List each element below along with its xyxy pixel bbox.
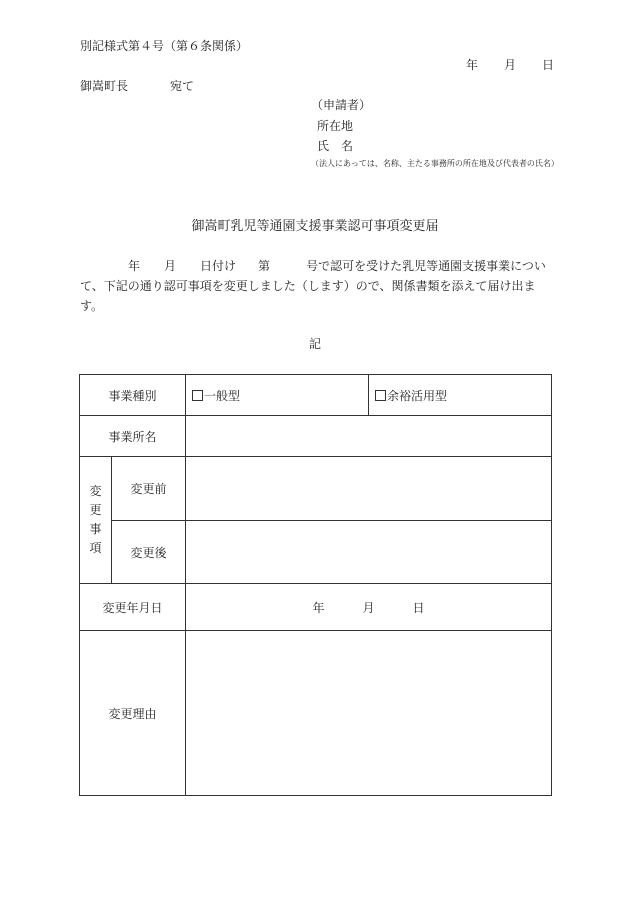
addressee [80, 80, 194, 92]
date-day: 日 [542, 58, 555, 72]
change-after-field[interactable] [186, 521, 552, 584]
option-general-label: 一般型 [204, 388, 241, 403]
change-after-label: 変更後 [112, 521, 186, 584]
checkbox-general[interactable] [192, 390, 203, 401]
change-reason-label: 変更理由 [80, 631, 186, 796]
change-reason-field[interactable] [186, 631, 552, 796]
option-surplus-label: 余裕活用型 [387, 388, 448, 403]
change-date-row [80, 584, 552, 631]
option-surplus-cell[interactable] [369, 375, 552, 416]
applicant-address-label: 所在地 [317, 119, 354, 133]
submission-date [466, 59, 554, 71]
body-no-prefix: 第 [258, 259, 271, 273]
applicant-note: （法人にあっては、名称、主たる事務所の所在地及び代表者の氏名） [311, 159, 559, 168]
business-type-label: 事業種別 [80, 375, 186, 416]
applicant-heading: （申請者） [311, 98, 372, 112]
change-before-row [80, 457, 552, 521]
document-title: 御嵩町乳児等通園支援事業認可事項変更届 [191, 219, 439, 234]
change-before-label: 変更前 [112, 457, 186, 521]
change-date-label: 変更年月日 [80, 584, 186, 631]
body-dated: 日付け [200, 259, 237, 273]
change-date-year: 年 [312, 600, 325, 615]
change-date-field[interactable] [186, 584, 552, 631]
date-year: 年 [466, 58, 479, 72]
change-form-table [79, 374, 552, 796]
change-items-label: 変 更 事 項 [80, 457, 112, 584]
body-year: 年 [128, 259, 141, 273]
checkbox-surplus[interactable] [375, 390, 386, 401]
date-month: 月 [504, 58, 517, 72]
ki-heading: 記 [308, 337, 321, 351]
form-number: 別記様式第４号（第６条関係） [80, 39, 249, 53]
change-date-month: 月 [362, 600, 375, 615]
change-after-row [80, 521, 552, 584]
change-before-field[interactable] [186, 457, 552, 521]
body-month: 月 [164, 259, 177, 273]
addressee-suffix: 宛て [170, 79, 195, 93]
body-paragraph [80, 256, 550, 316]
addressee-name: 御嵩町長 [80, 79, 129, 93]
option-general-cell[interactable] [186, 375, 369, 416]
facility-name-row [80, 416, 552, 457]
business-type-row [80, 375, 552, 416]
applicant-name-label: 氏 名 [317, 139, 354, 153]
facility-name-label: 事業所名 [80, 416, 186, 457]
facility-name-field[interactable] [186, 416, 552, 457]
change-reason-row [80, 631, 552, 796]
change-date-day: 日 [412, 600, 425, 615]
body-text: 号で認可を受けた乳児等通園支援事業について、下記の通り認可事項を変更しました（します）ので、関係書類を添えて届け出ます。 [80, 259, 546, 313]
